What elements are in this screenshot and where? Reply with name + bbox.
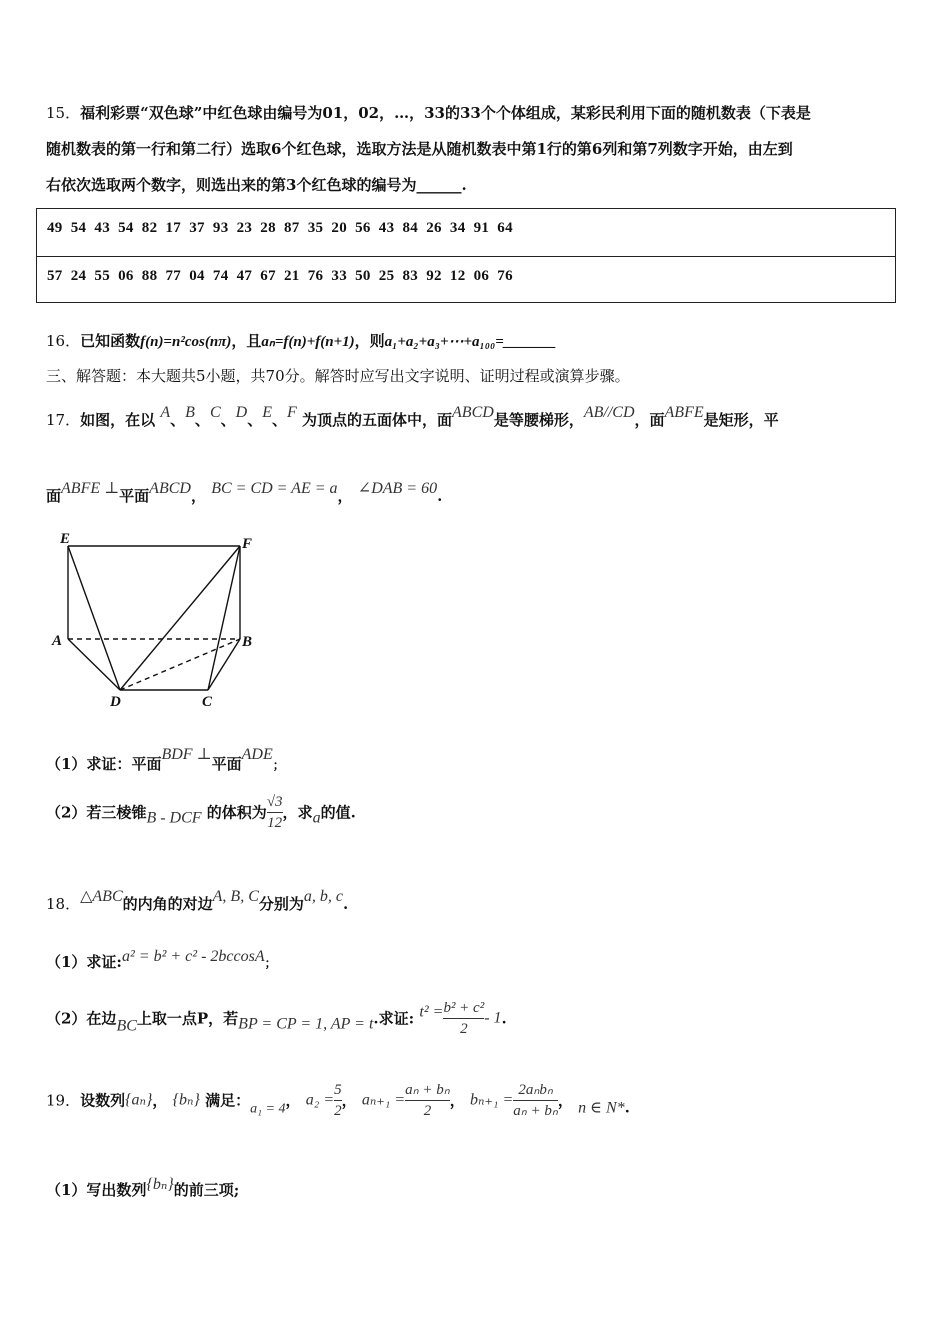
q17-p1-t2: 平面 [211, 755, 242, 773]
q15-text-1: 福利彩票“双色球”中红色球由编号为01，02，…，33的33个个体组成，某彩民利用下面的随机数表（下表是 [80, 104, 811, 122]
q17-line2 [46, 470, 442, 515]
q17-pt-c: C [209, 404, 221, 421]
q19-p1-label: （1）写出数列 [46, 1181, 147, 1199]
q19-sep: ， [449, 1091, 465, 1110]
q17-sep: 、 [220, 411, 236, 429]
random-table-row-1: 49 54 43 54 82 17 37 93 23 28 87 35 20 56 43 84 26 34 91 64 [47, 220, 513, 236]
q18-p2-m4: - 1 [484, 1009, 502, 1027]
q17-part1 [46, 736, 285, 784]
q17-m2: AB//CD [583, 404, 635, 421]
q19-m1: {aₙ} [125, 1091, 153, 1109]
q18-p2-t1: 上取一点P，若 [136, 1009, 239, 1028]
q17-p1-label: （1）求证：平面 [46, 755, 162, 773]
q17-p2-m2: a [312, 809, 321, 827]
q19-m7: n ∈ N* [578, 1099, 625, 1117]
q19-sep: ， [285, 1091, 301, 1110]
q15-number: 15． [46, 104, 81, 122]
q15-text-2: 随机数表的第一行和第二行）选取6个红色球，选取方法是从随机数表中第1行的第6列和第7列数字开始，由左到 [46, 140, 793, 158]
q18-p2-fraction [443, 998, 484, 1039]
q18-p2-num: b² + c² [443, 1000, 485, 1016]
q18-p2-m1: BC [116, 1017, 137, 1035]
q17-p1-m2: ADE [241, 746, 273, 763]
q17-p2-m1: B - DCF [146, 809, 202, 827]
q15-line1 [46, 94, 906, 132]
q17-m6: BC = CD = AE = a [211, 480, 338, 497]
q18-p1-end: ； [264, 956, 277, 970]
q18-p1-formula: a² = b² + c² - 2bccosA [121, 948, 265, 965]
q17-p2-t2: 的体积为 [206, 803, 267, 822]
q17-m5: ABCD [149, 480, 191, 497]
q19-line [46, 1080, 630, 1122]
q19-f3-num: 2aₙbₙ [518, 1082, 553, 1098]
q16-text-a: 已知函数 [80, 332, 141, 350]
q19-part1 [46, 1166, 239, 1209]
q17-sep: 、 [170, 411, 186, 429]
q18-end: . [342, 895, 349, 913]
random-number-table [36, 208, 896, 303]
q17-m7: ∠DAB = 60 [357, 480, 438, 497]
q18-p2-den: 2 [443, 1018, 484, 1039]
q18-p2-m3: t² = [419, 1003, 444, 1021]
q17-t2: 为顶点的五面体中，面 [302, 411, 453, 429]
fig-label-a: A [52, 633, 63, 649]
q16-line [46, 322, 556, 361]
q18-part1 [46, 938, 277, 982]
q18-p2-label: （2）在边 [46, 1009, 117, 1028]
q19-t1: 设数列 [80, 1091, 126, 1110]
q19-fraction-2 [405, 1080, 450, 1121]
q16-function: f(n)=n²cos(nπ) [140, 334, 232, 350]
q19-number: 19． [46, 1091, 81, 1110]
q17-sep: 、 [194, 411, 210, 429]
q17-p1-m1: BDF ⊥ [161, 746, 212, 763]
five-faced-solid-figure [48, 528, 268, 713]
q17-p2-den: 12 [267, 812, 283, 833]
q17-t1: 如图，在以 [80, 411, 156, 429]
q18-m2: A, B, C [212, 888, 259, 905]
q17-sep: 、 [271, 411, 287, 429]
q17-p2-num: √3 [266, 794, 283, 810]
q17-m1: ABCD [452, 404, 494, 421]
q19-fraction-3 [513, 1080, 558, 1121]
q19-f1-num: 5 [334, 1082, 342, 1098]
q18-p2-end: . [501, 1009, 507, 1028]
q19-m5: aₙ₊₁ = [361, 1091, 406, 1109]
q19-f2-den: 2 [405, 1100, 450, 1121]
q19-m4: a₂ = [305, 1091, 335, 1109]
q16-text-c: ，则 [354, 332, 385, 350]
q15-text-3: 右依次选取两个数字，则选出来的第3个红色球的编号为______. [46, 176, 467, 194]
q17-p1-end: ； [272, 758, 285, 772]
q17-pt-b: B [185, 404, 195, 421]
q17-p2-fraction [267, 792, 283, 833]
q17-pt-f: F [287, 404, 297, 421]
fig-label-f: F [242, 536, 253, 552]
fig-label-d: D [110, 694, 121, 710]
q19-f1-den: 2 [334, 1100, 342, 1121]
q18-t1: 的内角的对边 [122, 895, 213, 913]
q19-m6: bₙ₊₁ = [469, 1091, 514, 1109]
q17-t5: 是矩形，平 [703, 411, 779, 429]
q19-p1-m: {bₙ} [146, 1176, 174, 1193]
q16-recurrence: aₙ=f(n)+f(n+1) [261, 334, 355, 350]
section-3-heading: 三、解答题：本大题共5小题，共70分。解答时应写出文字说明、证明过程或演算步骤。 [46, 367, 630, 385]
q16-number: 16． [46, 332, 81, 350]
q18-m1: △ABC [80, 888, 123, 905]
q18-p2-t2: .求证: [373, 1009, 415, 1028]
q17-sep: 、 [247, 411, 263, 429]
q17-pt-e: E [262, 404, 272, 421]
q19-f3-den: aₙ + bₙ [513, 1100, 558, 1121]
q17-p2-label: （2）若三棱锥 [46, 803, 147, 822]
q17-line1 [46, 394, 906, 439]
q17-m3: ABFE [664, 404, 704, 421]
q19-m3: a₁ = 4 [250, 1101, 286, 1117]
q19-sep: ， [341, 1091, 357, 1110]
q19-m2: {bₙ} [172, 1091, 200, 1109]
q17-number: 17． [46, 411, 81, 429]
random-table-row-2: 57 24 55 06 88 77 04 74 47 67 21 76 33 50 25 83 92 12 06 76 [37, 256, 895, 304]
q17-t3: 是等腰梯形， [493, 411, 584, 429]
q17-t4: ，面 [634, 411, 665, 429]
q19-fraction-1 [334, 1080, 342, 1121]
q17-comma: ， [190, 487, 206, 505]
fig-label-c: C [202, 694, 213, 710]
q16-sum: a₁+a₂+a₃+⋯+a₁₀₀=_______ [384, 334, 557, 350]
q18-m3: a, b, c [303, 888, 343, 905]
q18-p1-label: （1）求证: [46, 953, 122, 971]
q17-end: . [437, 487, 443, 505]
q17-p2-t3: ，求 [282, 803, 313, 822]
fig-label-b: B [242, 634, 253, 650]
q19-t2: 满足： [205, 1091, 251, 1110]
q17-p2-t4: 的值. [320, 803, 356, 822]
q17-t7: 平面 [119, 487, 150, 505]
q18-p2-m2: BP = CP = 1, AP = t [238, 1015, 374, 1033]
q18-number: 18． [46, 895, 81, 913]
q18-part2 [46, 998, 507, 1039]
q17-pt-d: D [235, 404, 248, 421]
q17-pt-a: A [160, 404, 171, 421]
q17-part2 [46, 792, 356, 833]
q19-sep: ， [152, 1091, 168, 1110]
q17-t6: 面 [46, 487, 62, 505]
fig-label-e: E [60, 531, 71, 547]
q16-text-b: ，且 [231, 332, 262, 350]
q18-t2: 分别为 [258, 895, 304, 913]
q19-end: . [624, 1098, 630, 1117]
q17-m4: ABFE ⊥ [61, 480, 120, 497]
q19-sep: ， [557, 1091, 573, 1110]
q18-line [46, 878, 348, 923]
q19-p1-end: 的前三项; [173, 1181, 240, 1199]
q19-f2-num: aₙ + bₙ [405, 1082, 450, 1098]
q17-comma: ， [337, 487, 353, 505]
